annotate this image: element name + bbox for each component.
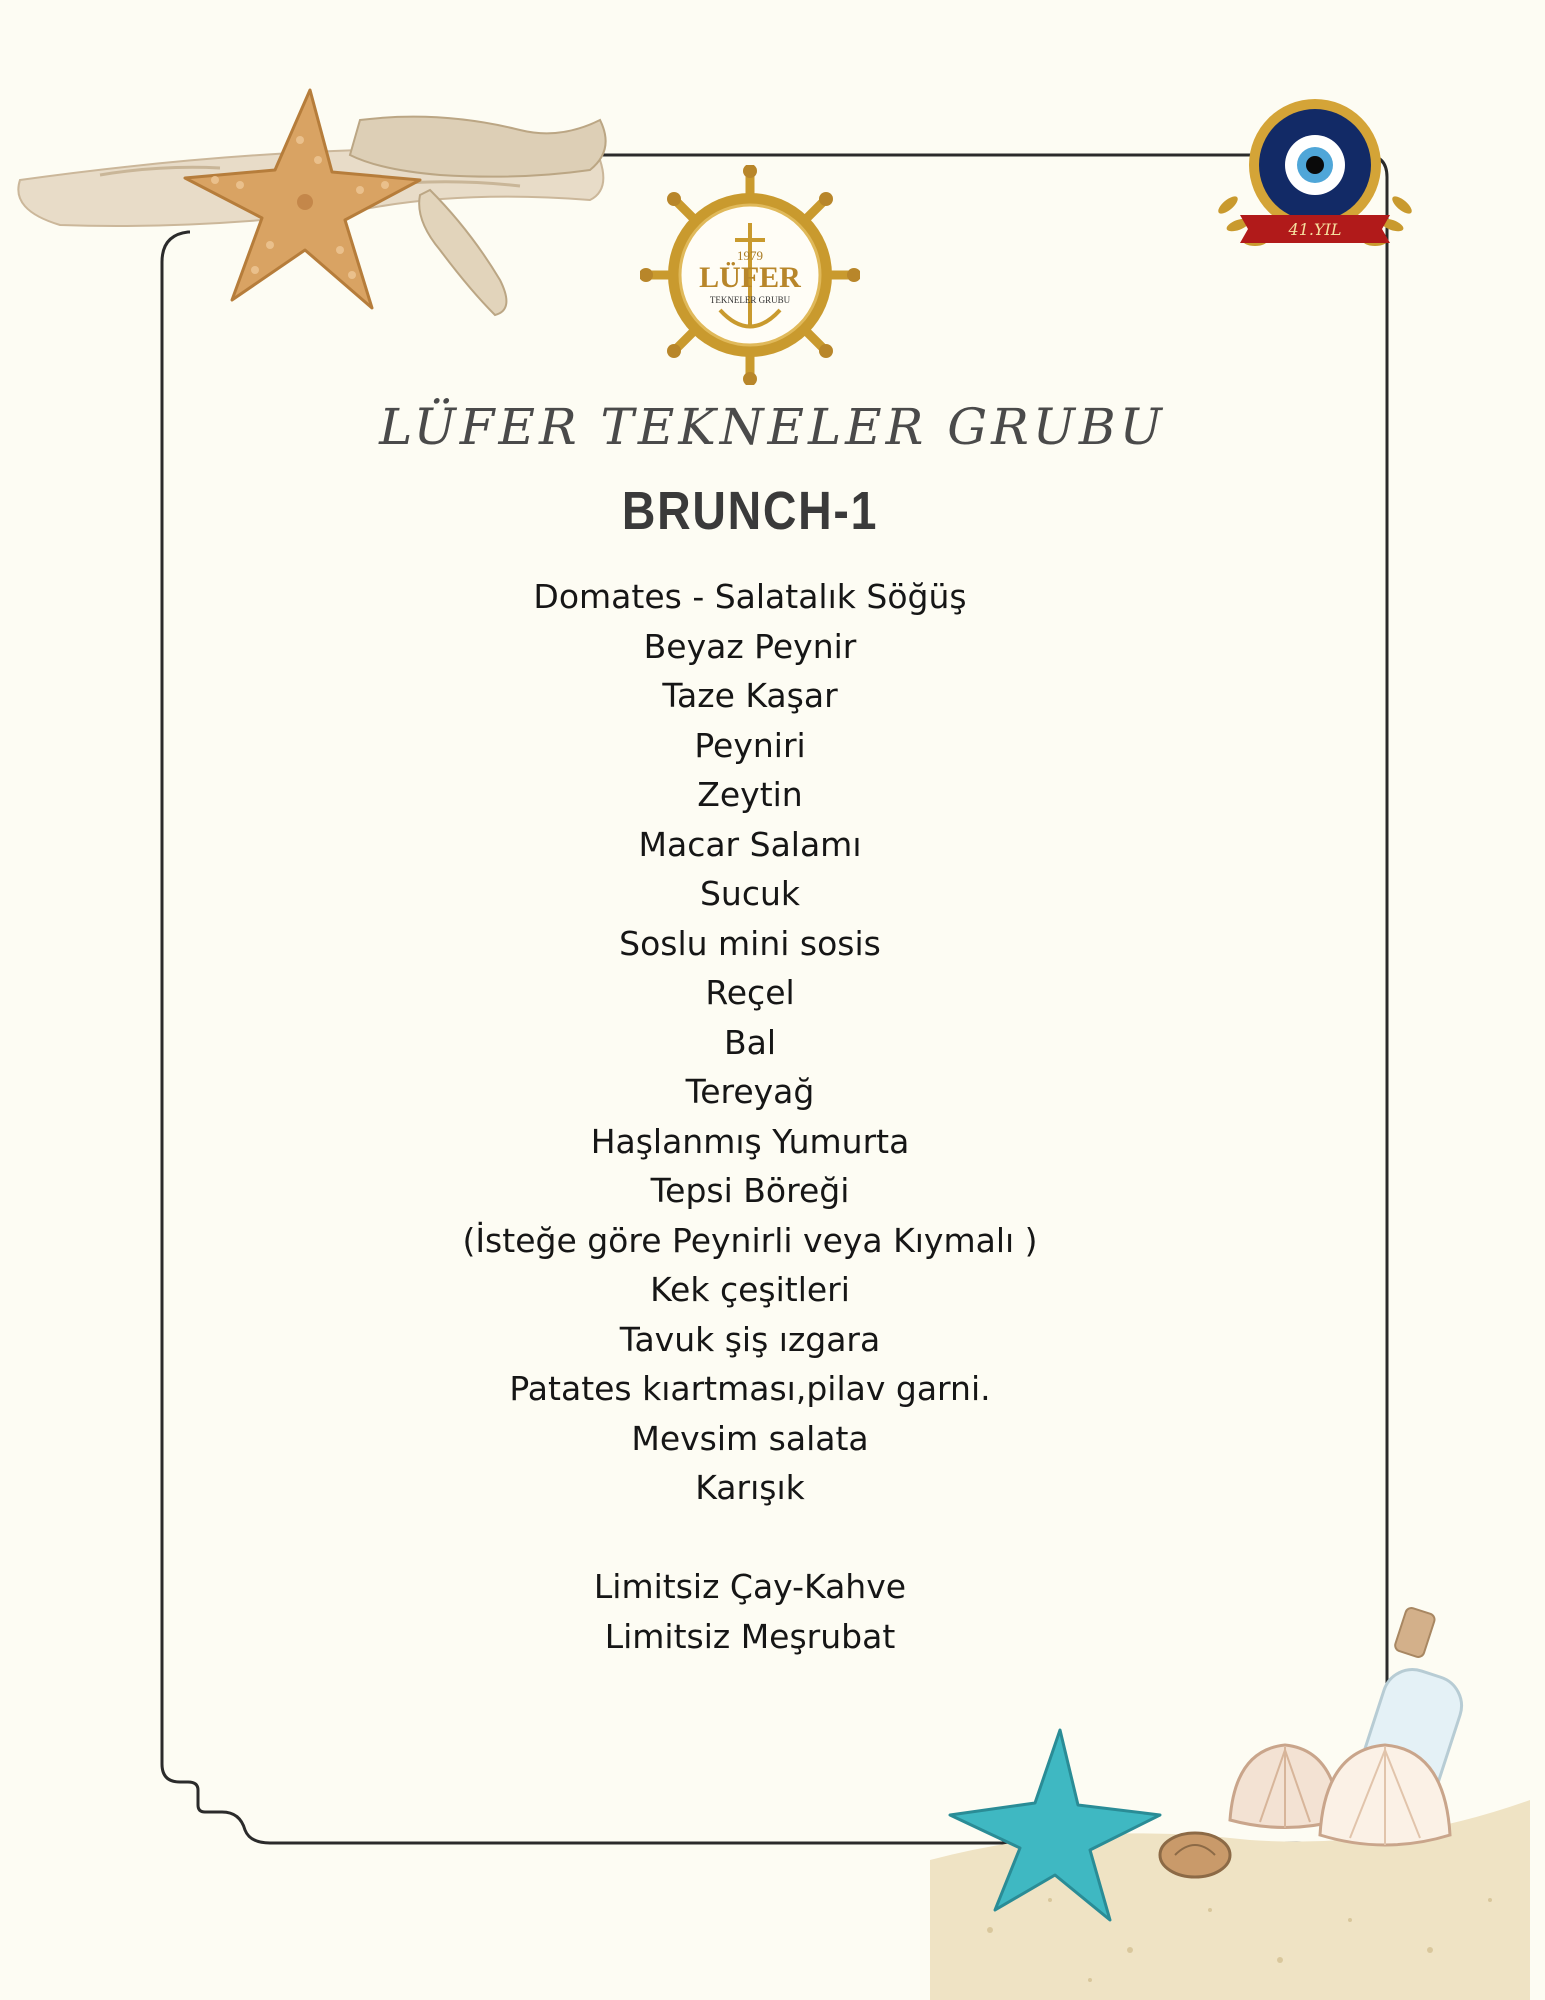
menu-item: Haşlanmış Yumurta	[590, 1121, 910, 1161]
menu-item: Tereyağ	[685, 1072, 815, 1111]
menu-extras-list	[0, 1562, 1500, 1661]
menu-item: Beyaz Peynir	[643, 626, 857, 666]
menu-extra-item: Limitsiz Meşrubat	[604, 1616, 896, 1656]
menu-item: Bal	[723, 1022, 777, 1062]
menu-item: Karışık	[695, 1468, 805, 1507]
menu-item: Soslu mini sosis	[619, 923, 881, 963]
menu-title: BRUNCH-1	[621, 481, 879, 541]
menu-extra-item: Limitsiz Çay-Kahve	[593, 1567, 907, 1606]
menu-item: Kek çeşitleri	[650, 1270, 850, 1309]
menu-item: Patates kıartması,pilav garni.	[509, 1369, 991, 1408]
menu-item: Sucuk	[699, 874, 801, 913]
menu-item: Taze Kaşar	[662, 676, 838, 715]
menu-item: Reçel	[705, 973, 795, 1012]
menu-item: Domates - Salatalık Söğüş	[533, 577, 967, 616]
menu-item: Zeytin	[697, 775, 803, 814]
starfish-driftwood-decoration	[0, 60, 640, 340]
logo-year: 1979	[737, 248, 763, 263]
logo-name: LÜFER	[699, 261, 801, 294]
anniversary-badge	[1210, 95, 1420, 265]
menu-item: Tepsi Böreği	[650, 1171, 850, 1210]
menu-item: Peyniri	[694, 725, 806, 765]
snail-shell-icon	[1160, 1833, 1230, 1877]
menu-item: Macar Salamı	[638, 824, 862, 864]
menu-item-note: (İsteğe göre Peynirli veya Kıymalı )	[462, 1220, 1038, 1260]
menu-item: Tavuk şiş ızgara	[619, 1319, 881, 1359]
badge-text: 41.YIL	[1288, 220, 1342, 239]
evil-eye-icon	[1259, 109, 1371, 221]
menu-item: Mevsim salata	[631, 1418, 869, 1458]
ship-wheel-logo	[640, 165, 860, 385]
menu-item-list	[0, 572, 1500, 1513]
logo-subtitle: TEKNELER GRUBU	[709, 295, 791, 305]
brand-title: LÜFER TEKNELER GRUBU	[379, 398, 1166, 456]
